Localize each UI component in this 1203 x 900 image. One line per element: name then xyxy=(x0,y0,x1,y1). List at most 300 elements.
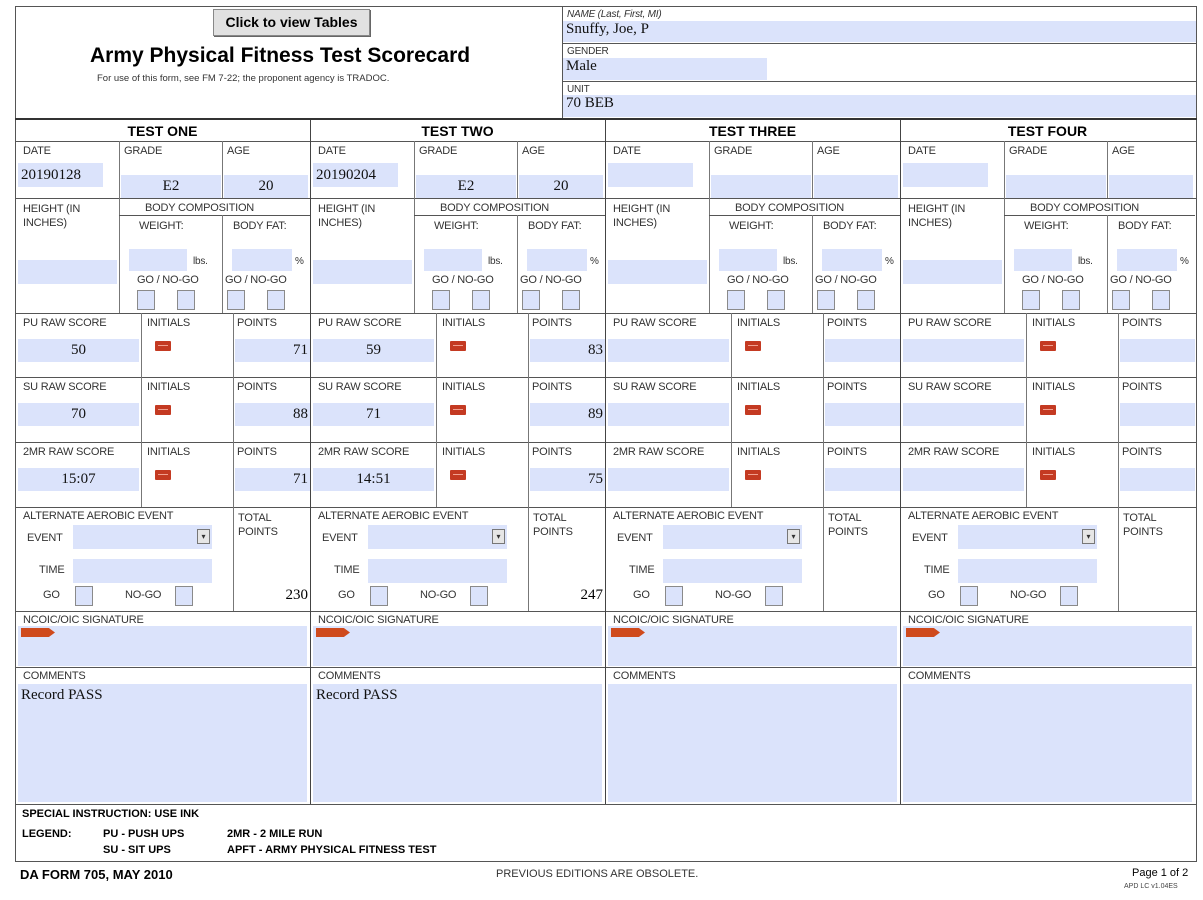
legend-apft: APFT - ARMY PHYSICAL FITNESS TEST xyxy=(227,844,437,856)
version-tag: APD LC v1.04ES xyxy=(1124,883,1178,890)
divider-line xyxy=(562,43,1197,44)
event-label: EVENT xyxy=(322,532,358,544)
event-nogo-checkbox[interactable] xyxy=(1060,586,1078,606)
divider-line xyxy=(141,313,142,377)
bodyfat-nogo-checkbox[interactable] xyxy=(1152,290,1170,310)
test-title: TEST ONE xyxy=(127,123,198,139)
su-points-field[interactable]: 89 xyxy=(530,403,605,426)
divider-line xyxy=(222,215,223,313)
initials-sign-flag[interactable] xyxy=(450,405,466,415)
divider-line xyxy=(528,442,529,507)
test-title: TEST TWO xyxy=(421,123,494,139)
divider-line xyxy=(605,120,606,804)
go-label: GO xyxy=(338,589,355,601)
pu-raw-score-label: PU RAW SCORE xyxy=(908,317,992,329)
age-field[interactable] xyxy=(1109,175,1193,198)
body-composition-label: BODY COMPOSITION xyxy=(145,202,255,214)
body-fat-label: BODY FAT: xyxy=(1118,220,1172,232)
event-label: EVENT xyxy=(27,532,63,544)
initials-sign-flag[interactable] xyxy=(450,470,466,480)
lbs-label: lbs. xyxy=(193,256,208,267)
divider-line xyxy=(1026,442,1027,507)
gender-label: GENDER xyxy=(567,46,609,57)
date-field[interactable]: 20190128 xyxy=(18,163,103,187)
weight-go-checkbox[interactable] xyxy=(1022,290,1040,310)
chevron-down-icon[interactable]: ▾ xyxy=(1082,529,1095,544)
divider-line xyxy=(823,313,824,377)
divider-line xyxy=(233,507,234,611)
go-nogo-label: GO / NO-GO xyxy=(137,274,199,286)
body-fat-field[interactable] xyxy=(232,249,292,271)
bodyfat-nogo-checkbox[interactable] xyxy=(857,290,875,310)
initials-sign-flag[interactable] xyxy=(1040,405,1056,415)
total-points-label: TOTAL POINTS xyxy=(1123,512,1163,538)
su-raw-score-label: SU RAW SCORE xyxy=(908,381,992,393)
pu-raw-score-field[interactable]: 50 xyxy=(18,339,139,362)
chevron-down-icon[interactable]: ▾ xyxy=(787,529,800,544)
initials-label: INITIALS xyxy=(737,381,781,393)
percent-label: % xyxy=(295,256,304,267)
body-composition-label: BODY COMPOSITION xyxy=(440,202,550,214)
weight-go-checkbox[interactable] xyxy=(432,290,450,310)
name-label: NAME (Last, First, MI) xyxy=(567,9,662,20)
event-nogo-checkbox[interactable] xyxy=(765,586,783,606)
divider-line xyxy=(141,442,142,507)
go-label: GO xyxy=(43,589,60,601)
event-nogo-checkbox[interactable] xyxy=(175,586,193,606)
comments-field[interactable] xyxy=(903,684,1192,802)
su-points-field[interactable] xyxy=(1120,403,1195,426)
divider-line xyxy=(222,141,223,198)
divider-line xyxy=(731,442,732,507)
weight-field[interactable] xyxy=(424,249,482,271)
age-field[interactable]: 20 xyxy=(224,175,308,198)
event-select[interactable] xyxy=(958,525,1097,549)
divider-line xyxy=(709,215,900,216)
divider-line xyxy=(436,377,437,442)
body-composition-label: BODY COMPOSITION xyxy=(735,202,845,214)
event-select[interactable] xyxy=(73,525,212,549)
legend-label: LEGEND: xyxy=(22,828,72,840)
su-raw-score-field[interactable]: 71 xyxy=(313,403,434,426)
initials-label: INITIALS xyxy=(1032,317,1076,329)
divider-line xyxy=(1118,377,1119,442)
bodyfat-nogo-checkbox[interactable] xyxy=(562,290,580,310)
go-nogo-label: GO / NO-GO xyxy=(815,274,877,286)
date-field[interactable] xyxy=(608,163,693,187)
bodyfat-go-checkbox[interactable] xyxy=(817,290,835,310)
date-label: DATE xyxy=(908,145,936,157)
divider-line xyxy=(709,141,710,198)
su-raw-score-label: SU RAW SCORE xyxy=(318,381,402,393)
divider-line xyxy=(15,507,1197,508)
divider-line xyxy=(119,215,310,216)
divider-line xyxy=(562,81,1197,82)
no-go-label: NO-GO xyxy=(420,589,457,601)
signature-sign-flag[interactable] xyxy=(21,628,55,637)
legend-2mr: 2MR - 2 MILE RUN xyxy=(227,828,323,840)
grade-field[interactable]: E2 xyxy=(121,175,221,198)
initials-label: INITIALS xyxy=(1032,446,1076,458)
points-label: POINTS xyxy=(532,317,572,329)
points-label: POINTS xyxy=(237,446,277,458)
weight-nogo-checkbox[interactable] xyxy=(767,290,785,310)
time-field[interactable] xyxy=(368,559,507,583)
grade-label: GRADE xyxy=(1009,145,1048,157)
no-go-label: NO-GO xyxy=(1010,589,1047,601)
points-label: POINTS xyxy=(827,381,867,393)
no-go-label: NO-GO xyxy=(125,589,162,601)
weight-label: WEIGHT: xyxy=(434,220,479,232)
page-number: Page 1 of 2 xyxy=(1132,867,1189,879)
pu-raw-score-label: PU RAW SCORE xyxy=(23,317,107,329)
su-points-field[interactable] xyxy=(825,403,900,426)
comments-label: COMMENTS xyxy=(318,670,381,682)
total-points-label: TOTAL POINTS xyxy=(238,512,278,538)
grade-label: GRADE xyxy=(419,145,458,157)
percent-label: % xyxy=(885,256,894,267)
weight-nogo-checkbox[interactable] xyxy=(177,290,195,310)
signature-label: NCOIC/OIC SIGNATURE xyxy=(908,614,1029,626)
go-nogo-label: GO / NO-GO xyxy=(432,274,494,286)
divider-line xyxy=(15,313,1197,314)
divider-line xyxy=(1107,141,1108,198)
points-label: POINTS xyxy=(532,381,572,393)
go-label: GO xyxy=(633,589,650,601)
divider-line xyxy=(528,377,529,442)
bodyfat-nogo-checkbox[interactable] xyxy=(267,290,285,310)
initials-sign-flag[interactable] xyxy=(745,470,761,480)
divider-line xyxy=(823,442,824,507)
special-instruction: SPECIAL INSTRUCTION: USE INK xyxy=(22,808,200,820)
mr-raw-score-field[interactable]: 14:51 xyxy=(313,468,434,491)
weight-nogo-checkbox[interactable] xyxy=(472,290,490,310)
pu-raw-score-label: PU RAW SCORE xyxy=(318,317,402,329)
divider-line xyxy=(233,442,234,507)
divider-line xyxy=(1118,507,1119,611)
divider-line xyxy=(1004,141,1005,198)
points-label: POINTS xyxy=(1122,317,1162,329)
initials-label: INITIALS xyxy=(147,317,191,329)
initials-sign-flag[interactable] xyxy=(155,405,171,415)
initials-sign-flag[interactable] xyxy=(745,405,761,415)
go-nogo-label: GO / NO-GO xyxy=(1110,274,1172,286)
date-field[interactable] xyxy=(903,163,988,187)
height-field[interactable] xyxy=(18,260,117,284)
go-nogo-label: GO / NO-GO xyxy=(727,274,789,286)
divider-line xyxy=(414,141,415,198)
weight-field[interactable] xyxy=(719,249,777,271)
total-points-label: TOTAL POINTS xyxy=(533,512,573,538)
divider-line xyxy=(15,804,1197,805)
form-id: DA FORM 705, MAY 2010 xyxy=(20,867,173,882)
divider-line xyxy=(823,507,824,611)
su-raw-score-field[interactable] xyxy=(903,403,1024,426)
divider-line xyxy=(1004,215,1195,216)
pu-raw-score-label: PU RAW SCORE xyxy=(613,317,697,329)
pu-points-field[interactable] xyxy=(1120,339,1195,362)
divider-line xyxy=(141,377,142,442)
date-field[interactable]: 20190204 xyxy=(313,163,398,187)
go-nogo-label: GO / NO-GO xyxy=(1022,274,1084,286)
signature-field[interactable] xyxy=(608,626,897,666)
lbs-label: lbs. xyxy=(488,256,503,267)
divider-line xyxy=(528,313,529,377)
age-label: AGE xyxy=(522,145,545,157)
alt-event-label: ALTERNATE AEROBIC EVENT xyxy=(318,510,469,522)
mr-raw-score-field[interactable]: 15:07 xyxy=(18,468,139,491)
event-nogo-checkbox[interactable] xyxy=(470,586,488,606)
initials-sign-flag[interactable] xyxy=(155,341,171,351)
mr-raw-score-label: 2MR RAW SCORE xyxy=(318,446,410,458)
initials-label: INITIALS xyxy=(737,446,781,458)
initials-label: INITIALS xyxy=(1032,381,1076,393)
signature-label: NCOIC/OIC SIGNATURE xyxy=(23,614,144,626)
signature-field[interactable] xyxy=(903,626,1192,666)
weight-nogo-checkbox[interactable] xyxy=(1062,290,1080,310)
bodyfat-go-checkbox[interactable] xyxy=(1112,290,1130,310)
mr-raw-score-field[interactable] xyxy=(903,468,1024,491)
mr-raw-score-label: 2MR RAW SCORE xyxy=(23,446,115,458)
time-field[interactable] xyxy=(73,559,212,583)
divider-line xyxy=(812,141,813,198)
time-field[interactable] xyxy=(958,559,1097,583)
alt-event-label: ALTERNATE AEROBIC EVENT xyxy=(613,510,764,522)
divider-line xyxy=(233,377,234,442)
su-points-field[interactable]: 88 xyxy=(235,403,310,426)
divider-line xyxy=(1107,215,1108,313)
pu-points-field[interactable]: 71 xyxy=(235,339,310,362)
mr-points-field[interactable]: 71 xyxy=(235,468,310,491)
height-label: HEIGHT (IN INCHES) xyxy=(613,203,671,229)
divider-line xyxy=(900,120,901,804)
divider-line xyxy=(15,611,1197,612)
event-select[interactable] xyxy=(663,525,802,549)
alt-event-label: ALTERNATE AEROBIC EVENT xyxy=(23,510,174,522)
points-label: POINTS xyxy=(827,446,867,458)
initials-sign-flag[interactable] xyxy=(450,341,466,351)
unit-label: UNIT xyxy=(567,84,590,95)
pu-points-field[interactable] xyxy=(825,339,900,362)
initials-label: INITIALS xyxy=(147,446,191,458)
body-fat-field[interactable] xyxy=(1117,249,1177,271)
weight-field[interactable] xyxy=(129,249,187,271)
height-field[interactable] xyxy=(903,260,1002,284)
pu-raw-score-field[interactable]: 59 xyxy=(313,339,434,362)
divider-line xyxy=(1026,377,1027,442)
divider-line xyxy=(823,377,824,442)
initials-label: INITIALS xyxy=(147,381,191,393)
comments-label: COMMENTS xyxy=(908,670,971,682)
points-label: POINTS xyxy=(237,381,277,393)
divider-line xyxy=(731,377,732,442)
body-fat-label: BODY FAT: xyxy=(528,220,582,232)
mr-points-field[interactable]: 75 xyxy=(530,468,605,491)
signature-sign-flag[interactable] xyxy=(316,628,350,637)
weight-field[interactable] xyxy=(1014,249,1072,271)
grade-field[interactable]: E2 xyxy=(416,175,516,198)
initials-sign-flag[interactable] xyxy=(745,341,761,351)
comments-field[interactable]: Record PASS xyxy=(18,684,307,802)
weight-label: WEIGHT: xyxy=(139,220,184,232)
points-label: POINTS xyxy=(1122,446,1162,458)
signature-label: NCOIC/OIC SIGNATURE xyxy=(318,614,439,626)
su-raw-score-label: SU RAW SCORE xyxy=(613,381,697,393)
signature-field[interactable] xyxy=(18,626,307,666)
legend-pu: PU - PUSH UPS xyxy=(103,828,185,840)
gender-field[interactable]: Male xyxy=(563,58,767,80)
body-fat-field[interactable] xyxy=(527,249,587,271)
height-label: HEIGHT (IN INCHES) xyxy=(908,203,966,229)
su-raw-score-field[interactable] xyxy=(608,403,729,426)
height-label: HEIGHT (IN INCHES) xyxy=(318,203,376,229)
divider-line xyxy=(15,118,1197,120)
mr-raw-score-label: 2MR RAW SCORE xyxy=(908,446,1000,458)
legend-su: SU - SIT UPS xyxy=(103,844,171,856)
event-go-checkbox[interactable] xyxy=(665,586,683,606)
divider-line xyxy=(414,215,605,216)
weight-label: WEIGHT: xyxy=(729,220,774,232)
height-field[interactable] xyxy=(608,260,707,284)
test-title: TEST FOUR xyxy=(1007,123,1088,139)
obsolete-note: PREVIOUS EDITIONS ARE OBSOLETE. xyxy=(496,868,699,880)
divider-line xyxy=(15,198,1197,199)
total-points-value: 230 xyxy=(285,587,308,603)
age-field[interactable]: 20 xyxy=(519,175,603,198)
height-label: HEIGHT (IN INCHES) xyxy=(23,203,81,229)
lbs-label: lbs. xyxy=(783,256,798,267)
weight-go-checkbox[interactable] xyxy=(137,290,155,310)
comments-label: COMMENTS xyxy=(23,670,86,682)
initials-sign-flag[interactable] xyxy=(1040,470,1056,480)
grade-label: GRADE xyxy=(124,145,163,157)
points-label: POINTS xyxy=(532,446,572,458)
height-field[interactable] xyxy=(313,260,412,284)
age-label: AGE xyxy=(817,145,840,157)
time-field[interactable] xyxy=(663,559,802,583)
go-label: GO xyxy=(928,589,945,601)
signature-label: NCOIC/OIC SIGNATURE xyxy=(613,614,734,626)
points-label: POINTS xyxy=(827,317,867,329)
form-subtitle: For use of this form, see FM 7-22; the proponent agency is TRADOC. xyxy=(97,73,390,84)
signature-field[interactable] xyxy=(313,626,602,666)
divider-line xyxy=(436,313,437,377)
comments-field[interactable] xyxy=(608,684,897,802)
divider-line xyxy=(731,313,732,377)
form-title: Army Physical Fitness Test Scorecard xyxy=(90,44,471,67)
initials-sign-flag[interactable] xyxy=(155,470,171,480)
age-field[interactable] xyxy=(814,175,898,198)
initials-label: INITIALS xyxy=(442,446,486,458)
test-title: TEST THREE xyxy=(708,123,797,139)
unit-field[interactable]: 70 BEB xyxy=(563,95,1196,117)
divider-line xyxy=(1118,313,1119,377)
time-label: TIME xyxy=(629,564,655,576)
pu-raw-score-field[interactable] xyxy=(903,339,1024,362)
divider-line xyxy=(528,507,529,611)
date-label: DATE xyxy=(613,145,641,157)
grade-field[interactable] xyxy=(711,175,811,198)
points-label: POINTS xyxy=(237,317,277,329)
initials-sign-flag[interactable] xyxy=(1040,341,1056,351)
initials-label: INITIALS xyxy=(737,317,781,329)
signature-sign-flag[interactable] xyxy=(906,628,940,637)
su-raw-score-field[interactable]: 70 xyxy=(18,403,139,426)
no-go-label: NO-GO xyxy=(715,589,752,601)
divider-line xyxy=(1118,442,1119,507)
divider-line xyxy=(15,442,1197,443)
event-label: EVENT xyxy=(912,532,948,544)
alt-event-label: ALTERNATE AEROBIC EVENT xyxy=(908,510,1059,522)
total-points-value: 247 xyxy=(580,587,603,603)
body-fat-label: BODY FAT: xyxy=(233,220,287,232)
time-label: TIME xyxy=(334,564,360,576)
weight-label: WEIGHT: xyxy=(1024,220,1069,232)
lbs-label: lbs. xyxy=(1078,256,1093,267)
initials-label: INITIALS xyxy=(442,317,486,329)
mr-raw-score-label: 2MR RAW SCORE xyxy=(613,446,705,458)
pu-points-field[interactable]: 83 xyxy=(530,339,605,362)
view-tables-button[interactable]: Click to view Tables xyxy=(213,9,370,36)
date-label: DATE xyxy=(318,145,346,157)
age-label: AGE xyxy=(1112,145,1135,157)
mr-raw-score-field[interactable] xyxy=(608,468,729,491)
time-label: TIME xyxy=(924,564,950,576)
mr-points-field[interactable] xyxy=(825,468,900,491)
grade-field[interactable] xyxy=(1006,175,1106,198)
divider-line xyxy=(436,442,437,507)
event-go-checkbox[interactable] xyxy=(75,586,93,606)
event-label: EVENT xyxy=(617,532,653,544)
weight-go-checkbox[interactable] xyxy=(727,290,745,310)
grade-label: GRADE xyxy=(714,145,753,157)
bodyfat-go-checkbox[interactable] xyxy=(227,290,245,310)
go-nogo-label: GO / NO-GO xyxy=(225,274,287,286)
signature-sign-flag[interactable] xyxy=(611,628,645,637)
bodyfat-go-checkbox[interactable] xyxy=(522,290,540,310)
points-label: POINTS xyxy=(1122,381,1162,393)
divider-line xyxy=(15,377,1197,378)
event-select[interactable] xyxy=(368,525,507,549)
divider-line xyxy=(517,215,518,313)
divider-line xyxy=(517,141,518,198)
body-fat-field[interactable] xyxy=(822,249,882,271)
body-fat-label: BODY FAT: xyxy=(823,220,877,232)
chevron-down-icon[interactable]: ▾ xyxy=(492,529,505,544)
event-go-checkbox[interactable] xyxy=(960,586,978,606)
divider-line xyxy=(233,313,234,377)
su-raw-score-label: SU RAW SCORE xyxy=(23,381,107,393)
go-nogo-label: GO / NO-GO xyxy=(520,274,582,286)
mr-points-field[interactable] xyxy=(1120,468,1195,491)
event-go-checkbox[interactable] xyxy=(370,586,388,606)
divider-line xyxy=(1026,313,1027,377)
date-label: DATE xyxy=(23,145,51,157)
chevron-down-icon[interactable]: ▾ xyxy=(197,529,210,544)
age-label: AGE xyxy=(227,145,250,157)
comments-field[interactable]: Record PASS xyxy=(313,684,602,802)
time-label: TIME xyxy=(39,564,65,576)
divider-line xyxy=(310,120,311,804)
divider-line xyxy=(15,667,1197,668)
name-field[interactable]: Snuffy, Joe, P xyxy=(563,21,1196,42)
pu-raw-score-field[interactable] xyxy=(608,339,729,362)
body-composition-label: BODY COMPOSITION xyxy=(1030,202,1140,214)
percent-label: % xyxy=(590,256,599,267)
comments-label: COMMENTS xyxy=(613,670,676,682)
divider-line xyxy=(812,215,813,313)
total-points-label: TOTAL POINTS xyxy=(828,512,868,538)
